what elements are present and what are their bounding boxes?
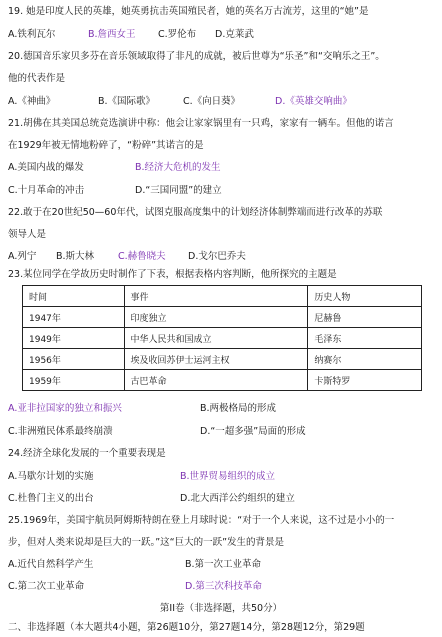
q23-option-d: D.“一超多强”局面的形成 [200,426,306,437]
part2-title: 第II卷（非选择题，共50分） [159,603,283,614]
q22-stem-line1: 22.敢于在20世纪50—60年代，试图克服高度集中的计划经济体制弊端而进行改革的苏联 [8,207,383,218]
q24-stem: 24.经济全球化发展的一个重要表现是 [8,448,166,459]
q25-stem-line2: 步，但对人类来说却是巨大的一跃。”这“巨大的一跃”发生的背景是 [8,537,285,548]
table-cell: 卡斯特罗 [308,370,422,391]
q20-option-b: B.《国际歌》 [98,96,156,107]
table-row [23,370,422,391]
q22-stem-line2: 领导人是 [8,229,47,240]
table-cell: 1959年 [23,370,125,391]
table-row [23,349,422,370]
table-header-row [23,286,422,307]
table-cell: 1949年 [23,328,125,349]
q25-option-b: B.第一次工业革命 [185,559,262,570]
q24-option-a: A.马歇尔计划的实施 [8,471,94,482]
q21-stem-line1: 21.胡佛在其美国总统竞选演讲中称：他会让家家锅里有一只鸡，家家有一辆车。但他的诺言 [8,118,394,129]
q23-option-a: A.亚非拉国家的独立和振兴 [8,403,122,414]
table-cell: 中华人民共和国成立 [124,328,308,349]
q20-stem-line2: 他的代表作是 [8,73,66,84]
part2-instructions: 二、非选择题（本大题共4小题，第26题10分，第27题14分，第28题12分，第29题 [8,622,365,633]
q22-option-c: C.赫鲁晓夫 [118,251,166,262]
table-cell: 毛泽东 [308,328,422,349]
q22-option-a: A.列宁 [8,251,37,262]
q22-option-d: D.戈尔巴乔夫 [188,251,246,262]
q25-option-d: D.第三次科技革命 [185,581,262,592]
q21-stem-line2: 在1929年被无情地粉碎了，“粉碎”其诺言的是 [8,140,204,151]
table-cell: 1947年 [23,307,125,328]
q24-option-b: B.世界贸易组织的成立 [180,471,276,482]
q19-option-c: C.罗伦布 [158,29,197,40]
q19-option-b: B.詹西女王 [88,29,136,40]
table-cell: 埃及收回苏伊士运河主权 [124,349,308,370]
q25-option-c: C.第二次工业革命 [8,581,85,592]
q21-option-a: A.美国内战的爆发 [8,162,84,173]
q23-table [22,285,422,391]
q23-option-c: C.非洲殖民体系最终崩溃 [8,426,113,437]
q19-stem: 19. 她是印度人民的英雄，她英勇抗击英国殖民者，她的英名万古流芳，这里的“她”是 [8,6,369,17]
table-cell: 纳赛尔 [308,349,422,370]
q25-option-a: A.近代自然科学产生 [8,559,94,570]
q20-option-d: D.《英雄交响曲》 [275,96,352,107]
q23-option-b: B.两极格局的形成 [200,403,277,414]
table-header-cell: 时间 [23,286,125,307]
table-row [23,307,422,328]
q20-stem-line1: 20.德国音乐家贝多芬在音乐领域取得了非凡的成就，被后世尊为“乐圣”和“交响乐之王”。 [8,51,385,62]
table-header-cell: 历史人物 [308,286,422,307]
table-cell: 印度独立 [124,307,308,328]
q24-option-d: D.北大西洋公约组织的建立 [180,493,295,504]
table-cell: 尼赫鲁 [308,307,422,328]
table-row [23,328,422,349]
q19-option-d: D.克莱武 [215,29,254,40]
q22-option-b: B.斯大林 [56,251,95,262]
q20-option-a: A.《神曲》 [8,96,56,107]
q24-option-c: C.杜鲁门主义的出台 [8,493,94,504]
q21-option-c: C.十月革命的冲击 [8,185,85,196]
q21-option-b: B.经济大危机的发生 [135,162,221,173]
table-cell: 1956年 [23,349,125,370]
q20-option-c: C.《向日葵》 [183,96,241,107]
q23-stem: 23.某位同学在学故历史时制作了下表，根据表格内容判断，他所探究的主题是 [8,269,337,280]
q21-option-d: D.“三国同盟”的建立 [135,185,222,196]
q19-option-a: A.铁利瓦尔 [8,29,56,40]
q25-stem-line1: 25.1969年，美国宇航员阿姆斯特朗在登上月球时说：“对于一个人来说，这不过是小小的一 [8,515,395,526]
table-header-cell: 事件 [124,286,308,307]
table-cell: 古巴革命 [124,370,308,391]
